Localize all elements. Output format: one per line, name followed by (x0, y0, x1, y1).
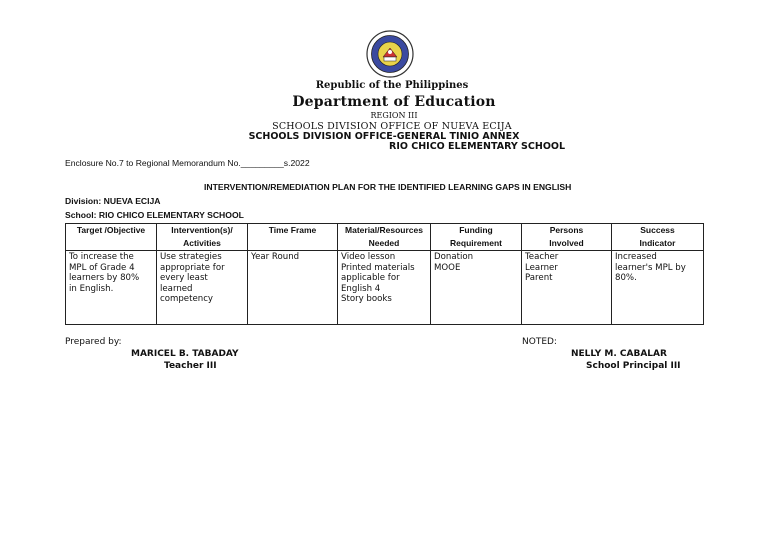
cell-materials: Video lesson Printed materials applicable for English 4 Story books (338, 251, 431, 325)
division-line: Division: NUEVA ECIJA (65, 196, 161, 206)
noted-name: NELLY M. CABALAR (571, 349, 667, 359)
table-row (66, 251, 704, 325)
division-office-heading: SCHOOLS DIVISION OFFICE OF NUEVA ECIJA (272, 121, 512, 132)
col-header-time-frame: Time Frame (248, 224, 338, 251)
cell-persons: Teacher Learner Parent (522, 251, 612, 325)
cell-success: Increased learner's MPL by 80%. (612, 251, 704, 325)
col-header-materials: Material/Resources Needed (338, 224, 431, 251)
intervention-plan-table (65, 223, 704, 325)
col-header-interventions: Intervention(s)/ Activities (157, 224, 248, 251)
cell-interventions: Use strategies appropriate for every least learned competency (157, 251, 248, 325)
enclosure-line: Enclosure No.7 to Regional Memorandum No._________s.2022 (65, 158, 310, 168)
cell-target: To increase the MPL of Grade 4 learners by 80% in English. (66, 251, 157, 325)
plan-title: INTERVENTION/REMEDIATION PLAN FOR THE IDENTIFIED LEARNING GAPS IN ENGLISH (204, 182, 572, 192)
prepared-by-name: MARICEL B. TABADAY (131, 349, 239, 359)
school-line: School: RIO CHICO ELEMENTARY SCHOOL (65, 210, 244, 220)
deped-seal-logo (366, 30, 414, 78)
region-heading: REGION III (370, 111, 418, 120)
prepared-by-label: Prepared by: (65, 337, 122, 347)
cell-funding: Donation MOOE (431, 251, 522, 325)
school-heading: RIO CHICO ELEMENTARY SCHOOL (389, 141, 566, 152)
noted-title: School Principal III (586, 361, 681, 371)
noted-label: NOTED: (522, 337, 557, 347)
col-header-target: Target /Objective (66, 224, 157, 251)
republic-heading: Republic of the Philippines (315, 80, 469, 91)
cell-time-frame: Year Round (248, 251, 338, 325)
prepared-by-title: Teacher III (164, 361, 217, 371)
table-header-row (66, 224, 704, 251)
department-heading: Department of Education (292, 94, 496, 110)
annex-heading: SCHOOLS DIVISION OFFICE-GENERAL TINIO ANNEX (248, 131, 520, 142)
col-header-success: Success Indicator (612, 224, 704, 251)
col-header-persons: Persons Involved (522, 224, 612, 251)
col-header-funding: Funding Requirement (431, 224, 522, 251)
